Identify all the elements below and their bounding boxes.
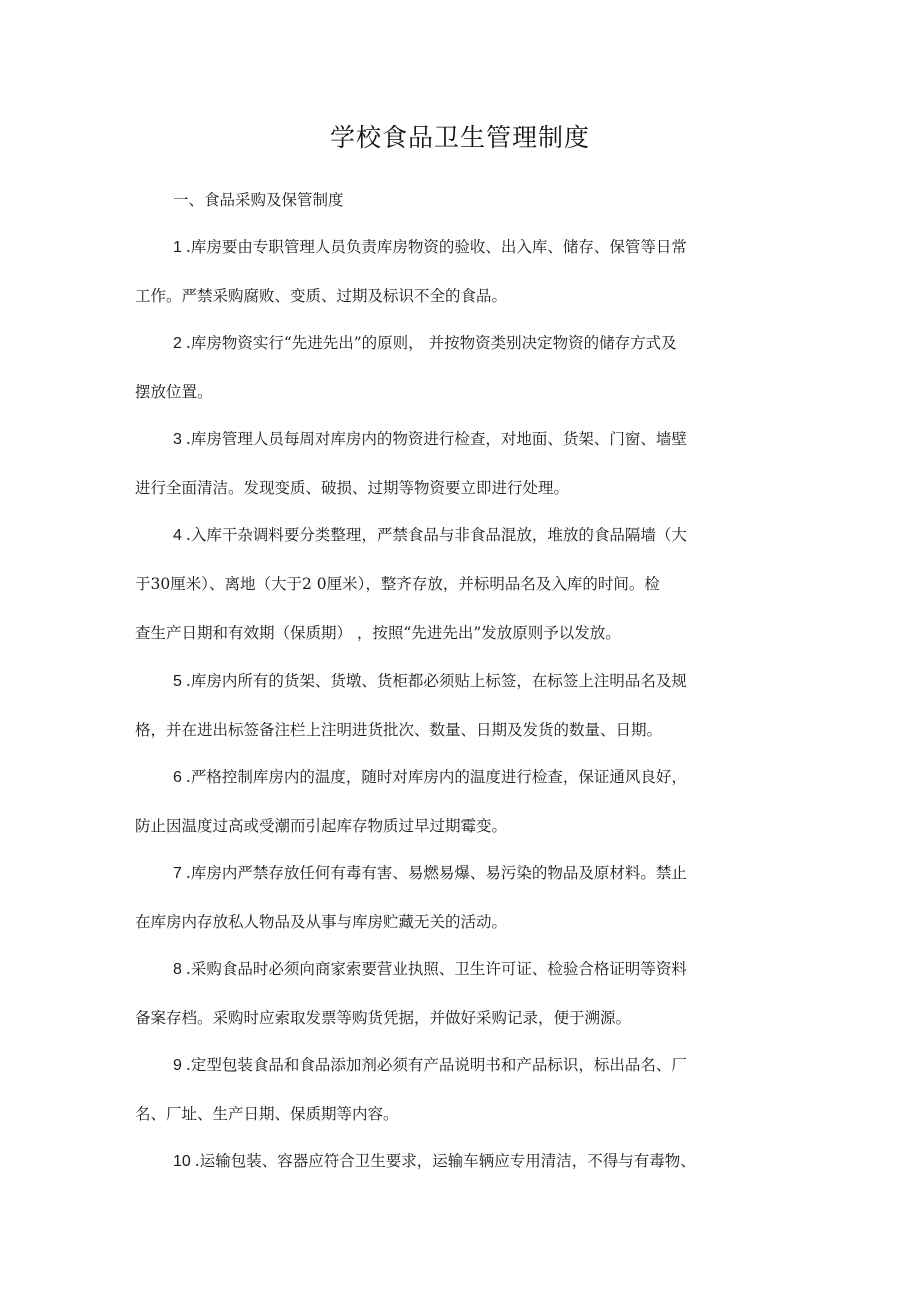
paragraph-text: .采购食品时必须向商家索要营业执照、卫生许可证、检验合格证明等资料 [185,960,687,978]
paragraph-line [135,477,569,499]
paragraph-text: .库房内严禁存放任何有毒有害、易燃易爆、易污染的物品及原材料。禁止 [185,864,687,882]
paragraph-first-line [173,958,687,981]
paragraph-text: .库房物资实行“先进先出”的原则， 并按物资类别决定物资的储存方式及 [185,334,677,352]
paragraph-first-line [173,1150,696,1173]
paragraph-number: 4 [173,527,182,544]
paragraph-text: 格，并在进出标签备注栏上注明进货批次、数量、日期及发货的数量、日期。 [135,721,663,739]
paragraph-number: 6 [173,769,182,786]
paragraph-text: 名、厂址、生产日期、保质期等内容。 [135,1105,399,1123]
paragraph-line [135,381,213,403]
paragraph-line [135,573,660,595]
paragraph-text: 在库房内存放私人物品及从事与库房贮藏无关的活动。 [135,913,508,931]
paragraph-line [135,1103,399,1125]
paragraph-number: 8 [173,961,182,978]
paragraph-text: .定型包装食品和食品添加剂必须有产品说明书和产品标识，标出品名、厂 [185,1056,687,1074]
paragraph-line [135,911,507,933]
paragraph-number: 7 [173,865,182,882]
paragraph-number: 1 [173,239,182,256]
document-title: 学校食品卫生管理制度 [329,123,590,152]
paragraph-first-line [173,862,687,885]
paragraph-line [135,1007,631,1029]
paragraph-line [135,622,621,644]
paragraph-number: 10 [173,1153,191,1170]
paragraph-number: 5 [173,673,182,690]
paragraph-first-line [173,670,687,693]
paragraph-text: 于30厘米）、离地（大于2 0厘米），整齐存放，并标明品名及入库的时间。检 [135,575,660,593]
paragraph-line [135,285,507,307]
paragraph-number: 9 [173,1057,182,1074]
paragraph-first-line [173,1054,687,1077]
paragraph-text: 备案存档。采购时应索取发票等购货凭据，并做好采购记录，便于溯源。 [135,1009,632,1027]
paragraph-number: 2 [173,335,182,352]
paragraph-first-line [173,428,687,451]
paragraph-text: 摆放位置。 [135,383,213,401]
paragraph-text: .入库干杂调料要分类整理，严禁食品与非食品混放，堆放的食品隔墙（大 [185,526,687,544]
paragraph-text: 进行全面清洁。发现变质、破损、过期等物资要立即进行处理。 [135,479,570,497]
section-heading: 一、食品采购及保管制度 [173,191,344,209]
paragraph-text: .库房管理人员每周对库房内的物资进行检查，对地面、货架、门窗、墙壁 [185,430,687,448]
paragraph-text: .运输包装、容器应符合卫生要求，运输车辆应专用清洁，不得与有毒物、 [194,1152,696,1170]
paragraph-first-line [173,766,687,789]
paragraph-first-line [173,332,677,355]
paragraph-number: 3 [173,431,182,448]
paragraph-text: 工作。严禁采购腐败、变质、过期及标识不全的食品。 [135,287,508,305]
paragraph-first-line [173,236,687,259]
paragraph-line [135,815,507,837]
paragraph-text: 防止因温度过高或受潮而引起库存物质过早过期霉变。 [135,817,508,835]
paragraph-line [135,719,662,741]
paragraph-text: .库房要由专职管理人员负责库房物资的验收、出入库、储存、保管等日常 [185,238,687,256]
paragraph-text: 查生产日期和有效期（保质期） ，按照“先进先出”发放原则予以发放。 [135,624,621,642]
paragraph-text: .库房内所有的货架、货墩、货柜都必须贴上标签，在标签上注明品名及规 [185,672,687,690]
paragraph-text: .严格控制库房内的温度，随时对库房内的温度进行检查，保证通风良好， [185,768,687,786]
paragraph-first-line [173,524,687,547]
